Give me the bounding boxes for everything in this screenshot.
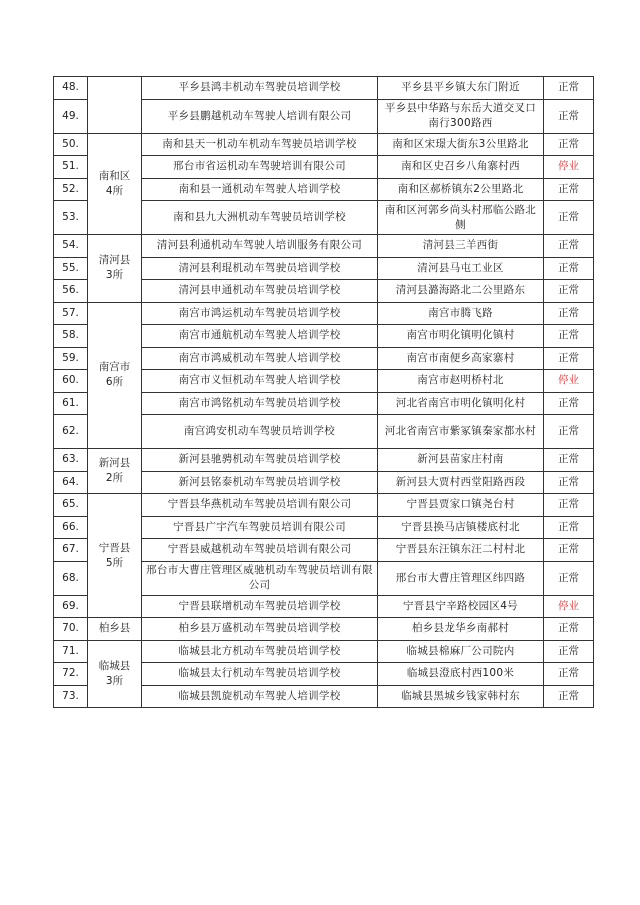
school-address: 南宫市南便乡高家寨村 bbox=[378, 347, 544, 370]
driving-school-table bbox=[53, 76, 594, 708]
school-address: 南和区河郭乡尚头村邢临公路北侧 bbox=[378, 201, 544, 235]
school-address: 南宫市明化镇明化镇村 bbox=[378, 325, 544, 348]
school-name: 南和县一通机动车驾驶人培训学校 bbox=[142, 178, 378, 201]
table-row bbox=[54, 640, 594, 663]
row-number: 56. bbox=[54, 280, 88, 303]
school-address: 南宫市腾飞路 bbox=[378, 302, 544, 325]
row-number: 62. bbox=[54, 415, 88, 449]
school-address: 宁晋县东汪镇东汪二村村北 bbox=[378, 539, 544, 562]
status-badge: 正常 bbox=[544, 618, 594, 641]
status-badge: 正常 bbox=[544, 494, 594, 517]
row-number: 69. bbox=[54, 595, 88, 618]
county-cell bbox=[88, 640, 142, 708]
row-number: 51. bbox=[54, 156, 88, 179]
status-badge: 停业 bbox=[544, 370, 594, 393]
school-address: 邢台市大曹庄管理区纬四路 bbox=[378, 561, 544, 595]
row-number: 67. bbox=[54, 539, 88, 562]
county-cell bbox=[88, 77, 142, 134]
school-name: 临城县北方机动车驾驶员培训学校 bbox=[142, 640, 378, 663]
county-name: 临城县 bbox=[98, 659, 131, 672]
status-badge: 正常 bbox=[544, 392, 594, 415]
school-address: 南和区史召乡八角寨村西 bbox=[378, 156, 544, 179]
table-body bbox=[54, 77, 594, 708]
status-badge: 正常 bbox=[544, 178, 594, 201]
row-number: 64. bbox=[54, 471, 88, 494]
school-address: 新河县大贾村西堂阳路西段 bbox=[378, 471, 544, 494]
row-number: 50. bbox=[54, 133, 88, 156]
school-count: 2所 bbox=[105, 472, 124, 484]
row-number: 53. bbox=[54, 201, 88, 235]
school-address: 南和区宋璟大街东3公里路北 bbox=[378, 133, 544, 156]
school-address: 清河县潞海路北二公里路东 bbox=[378, 280, 544, 303]
status-badge: 正常 bbox=[544, 77, 594, 100]
school-address: 宁晋县贾家口镇尧台村 bbox=[378, 494, 544, 517]
status-badge: 停业 bbox=[544, 595, 594, 618]
county-name: 宁晋县 bbox=[98, 541, 131, 554]
county-name: 南宫市 bbox=[98, 361, 131, 374]
table-row bbox=[54, 235, 594, 258]
school-address: 河北省南宫市明化镇明化村 bbox=[378, 392, 544, 415]
status-badge: 正常 bbox=[544, 99, 594, 133]
school-name: 新河县铭泰机动车驾驶员培训学校 bbox=[142, 471, 378, 494]
row-number: 55. bbox=[54, 257, 88, 280]
county-cell bbox=[88, 449, 142, 494]
status-badge: 正常 bbox=[544, 471, 594, 494]
row-number: 54. bbox=[54, 235, 88, 258]
status-badge: 正常 bbox=[544, 449, 594, 472]
school-name: 柏乡县万盛机动车驾驶员培训学校 bbox=[142, 618, 378, 641]
status-badge: 正常 bbox=[544, 539, 594, 562]
school-count: 3所 bbox=[105, 269, 124, 282]
school-name: 南宫市鸿铭机动车驾驶员培训学校 bbox=[142, 392, 378, 415]
county-name: 南和区 bbox=[98, 169, 131, 182]
school-name: 临城县太行机动车驾驶员培训学校 bbox=[142, 663, 378, 686]
row-number: 49. bbox=[54, 99, 88, 133]
table-row bbox=[54, 77, 594, 100]
county-cell bbox=[88, 302, 142, 449]
row-number: 73. bbox=[54, 685, 88, 708]
table-row bbox=[54, 133, 594, 156]
status-badge: 正常 bbox=[544, 640, 594, 663]
row-number: 57. bbox=[54, 302, 88, 325]
county-name: 清河县 bbox=[98, 254, 131, 267]
row-number: 48. bbox=[54, 77, 88, 100]
status-badge: 正常 bbox=[544, 201, 594, 235]
status-badge: 正常 bbox=[544, 685, 594, 708]
status-badge: 正常 bbox=[544, 663, 594, 686]
school-address: 清河县马屯工业区 bbox=[378, 257, 544, 280]
county-name: 柏乡县 bbox=[98, 622, 131, 635]
school-name: 宁晋县威越机动车驾驶员培训有限公司 bbox=[142, 539, 378, 562]
school-address: 清河县三羊西街 bbox=[378, 235, 544, 258]
school-name: 清河县申通机动车驾驶员培训学校 bbox=[142, 280, 378, 303]
school-address: 河北省南宫市紫冢镇秦家都水村 bbox=[378, 415, 544, 449]
school-address: 南和区郝桥镇东2公里路北 bbox=[378, 178, 544, 201]
school-name: 南宫市义恒机动车驾驶人培训学校 bbox=[142, 370, 378, 393]
school-name: 平乡县鹏越机动车驾驶人培训有限公司 bbox=[142, 99, 378, 133]
school-name: 宁晋县联增机动车驾驶员培训学校 bbox=[142, 595, 378, 618]
school-address: 宁晋县换马店镇楼底村北 bbox=[378, 516, 544, 539]
school-address: 平乡县中华路与东岳大道交叉口南行300路西 bbox=[378, 99, 544, 133]
status-badge: 正常 bbox=[544, 280, 594, 303]
county-cell bbox=[88, 133, 142, 235]
table-row bbox=[54, 302, 594, 325]
row-number: 63. bbox=[54, 449, 88, 472]
county-cell bbox=[88, 494, 142, 618]
status-badge: 正常 bbox=[544, 415, 594, 449]
status-badge: 正常 bbox=[544, 302, 594, 325]
row-number: 66. bbox=[54, 516, 88, 539]
school-count: 3所 bbox=[105, 674, 124, 687]
school-count: 6所 bbox=[105, 376, 124, 389]
school-name: 南宫市通航机动车驾驶人培训学校 bbox=[142, 325, 378, 348]
status-badge: 正常 bbox=[544, 235, 594, 258]
school-name: 新河县驰骋机动车驾驶员培训学校 bbox=[142, 449, 378, 472]
school-name: 宁晋县广宇汽车驾驶员培训有限公司 bbox=[142, 516, 378, 539]
school-name: 清河县利通机动车驾驶人培训服务有限公司 bbox=[142, 235, 378, 258]
school-address: 临城县澄底村西100米 bbox=[378, 663, 544, 686]
school-address: 平乡县平乡镇大东门附近 bbox=[378, 77, 544, 100]
table-row bbox=[54, 618, 594, 641]
row-number: 71. bbox=[54, 640, 88, 663]
school-name: 南宫市鸿威机动车驾驶人培训学校 bbox=[142, 347, 378, 370]
row-number: 68. bbox=[54, 561, 88, 595]
school-address: 宁晋县宁辛路校园区4号 bbox=[378, 595, 544, 618]
row-number: 52. bbox=[54, 178, 88, 201]
status-badge: 停业 bbox=[544, 156, 594, 179]
row-number: 59. bbox=[54, 347, 88, 370]
county-name: 新河县 bbox=[98, 457, 131, 469]
table-row bbox=[54, 494, 594, 517]
school-count: 4所 bbox=[105, 184, 124, 197]
school-name: 邢台市大曹庄管理区威驰机动车驾驶员培训有限公司 bbox=[142, 561, 378, 595]
county-cell bbox=[88, 235, 142, 303]
row-number: 65. bbox=[54, 494, 88, 517]
status-badge: 正常 bbox=[544, 325, 594, 348]
row-number: 61. bbox=[54, 392, 88, 415]
status-badge: 正常 bbox=[544, 257, 594, 280]
row-number: 60. bbox=[54, 370, 88, 393]
school-name: 南宫鸿安机动车驾驶员培训学校 bbox=[142, 415, 378, 449]
school-name: 临城县凯旋机动车驾驶人培训学校 bbox=[142, 685, 378, 708]
status-badge: 正常 bbox=[544, 133, 594, 156]
school-name: 清河县利琨机动车驾驶员培训学校 bbox=[142, 257, 378, 280]
school-count: 5所 bbox=[105, 556, 124, 569]
school-name: 宁晋县华燕机动车驾驶员培训有限公司 bbox=[142, 494, 378, 517]
school-address: 临城县黑城乡钱家韩村东 bbox=[378, 685, 544, 708]
school-name: 平乡县鸿丰机动车驾驶员培训学校 bbox=[142, 77, 378, 100]
school-address: 柏乡县龙华乡南郝村 bbox=[378, 618, 544, 641]
school-name: 南和县天一机动车机动车驾驶员培训学校 bbox=[142, 133, 378, 156]
school-name: 南宫市鸿运机动车驾驶员培训学校 bbox=[142, 302, 378, 325]
county-cell bbox=[88, 618, 142, 641]
school-address: 南宫市赵明桥村北 bbox=[378, 370, 544, 393]
status-badge: 正常 bbox=[544, 561, 594, 595]
school-name: 南和县九大洲机动车驾驶员培训学校 bbox=[142, 201, 378, 235]
school-address: 临城县棉麻厂公司院内 bbox=[378, 640, 544, 663]
row-number: 58. bbox=[54, 325, 88, 348]
status-badge: 正常 bbox=[544, 347, 594, 370]
row-number: 72. bbox=[54, 663, 88, 686]
school-address: 新河县苗家庄村南 bbox=[378, 449, 544, 472]
row-number: 70. bbox=[54, 618, 88, 641]
table-row bbox=[54, 449, 594, 472]
school-name: 邢台市省运机动车驾驶培训有限公司 bbox=[142, 156, 378, 179]
status-badge: 正常 bbox=[544, 516, 594, 539]
